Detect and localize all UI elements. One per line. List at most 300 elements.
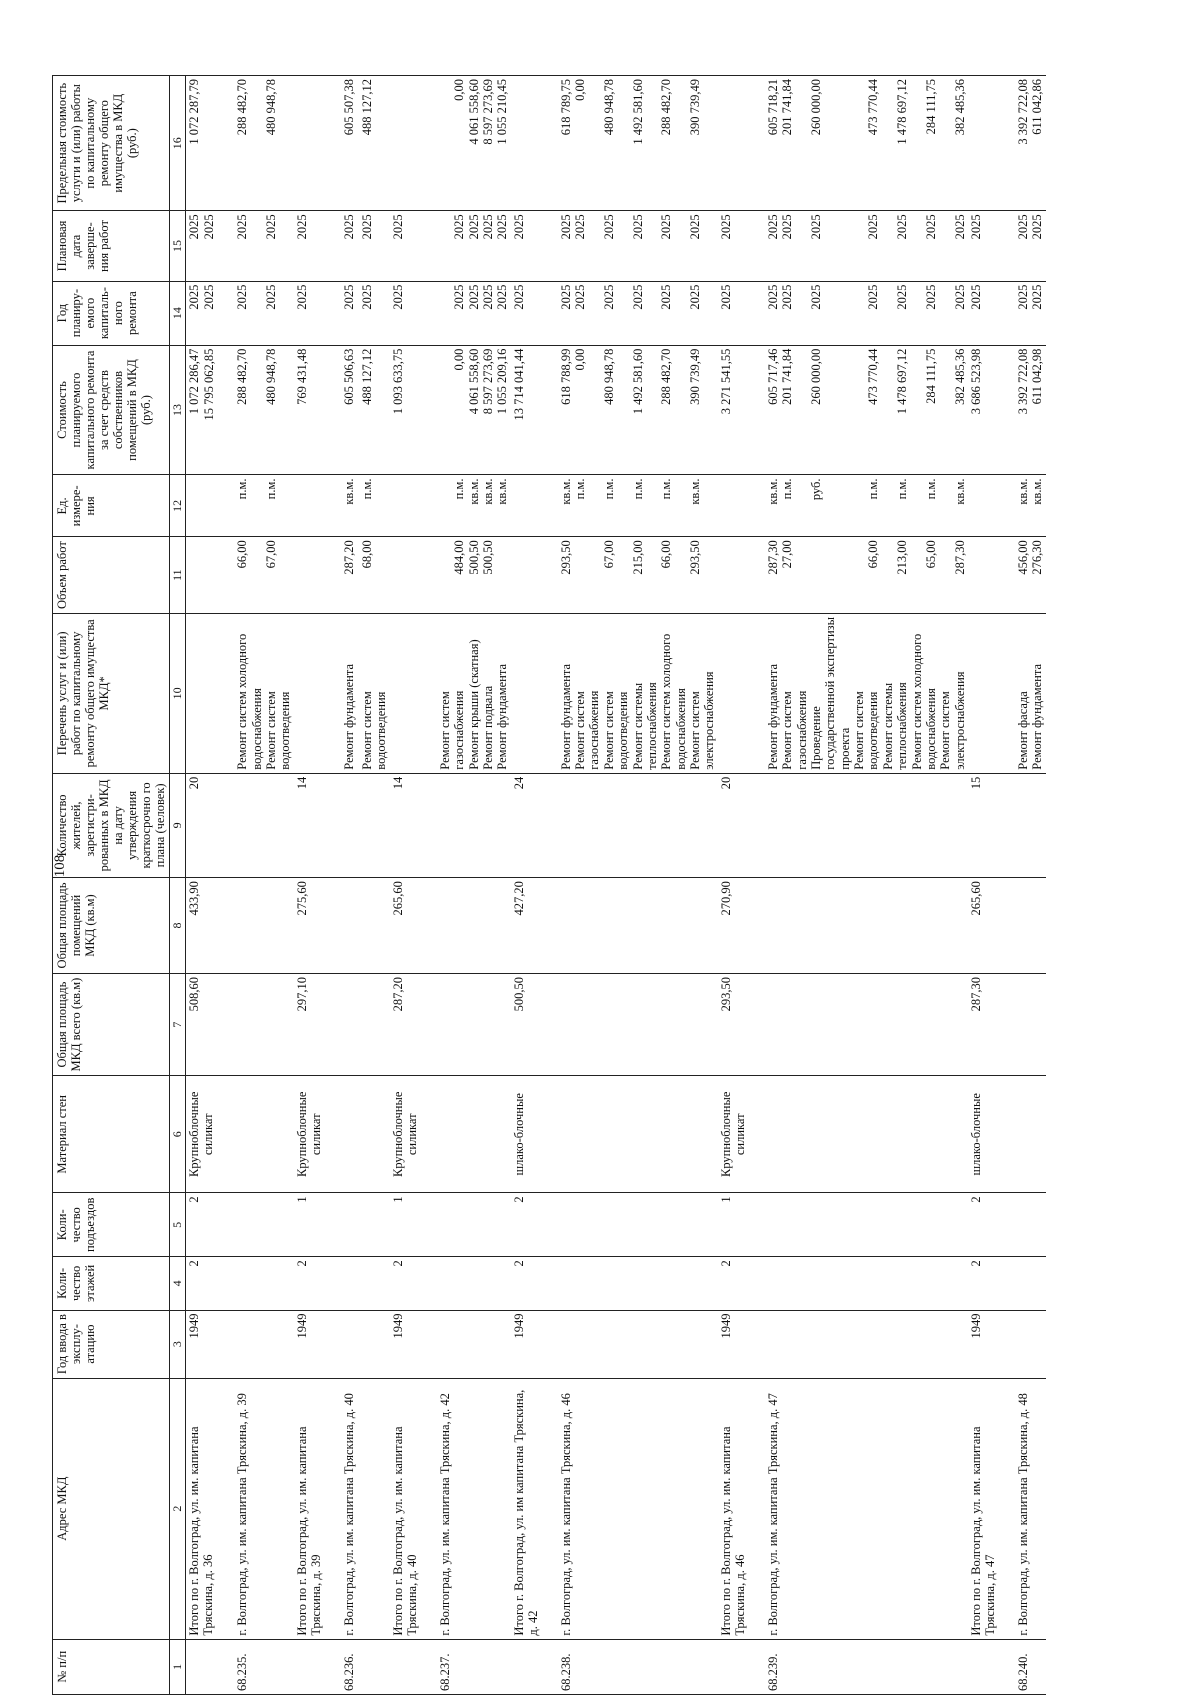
col-header: Коли-чество этажей [53, 1257, 170, 1310]
finish: 2025 [1030, 214, 1045, 240]
building-row [764, 76, 968, 1695]
cost: 4 061 558,60 [466, 348, 481, 415]
plan-year: 2025 [968, 281, 998, 345]
limit: 382 485,36 [952, 79, 967, 136]
area-rooms: 275,60 [294, 878, 324, 974]
total-cost: 769 431,48 [294, 345, 324, 475]
work-list [1014, 613, 1046, 773]
floors: 2 [968, 1257, 998, 1310]
capital-repair-table [52, 75, 1046, 1695]
plan-year: 2025 [558, 284, 573, 310]
finish: 2025 [452, 214, 467, 240]
volume-list [340, 537, 390, 614]
unit: п.м. [866, 478, 881, 500]
volume: 65,00 [923, 540, 938, 569]
limit: 1 478 697,12 [895, 79, 910, 145]
row-number: 68.240. [1014, 1639, 1046, 1694]
column-number-row [170, 76, 186, 1695]
plan-year [186, 281, 217, 345]
volume: 213,00 [895, 540, 910, 575]
building-address: г. Волгоград, ул. им. капитана Тряскина, д. 40 [340, 1378, 390, 1639]
plan-year: 2025 [1016, 284, 1031, 310]
row-number: 68.236. [340, 1639, 390, 1694]
volume: 66,00 [659, 540, 674, 569]
cost-list [557, 345, 718, 475]
cost-list [1014, 345, 1046, 475]
entrances: 1 [294, 1193, 324, 1257]
cost: 288 482,70 [659, 348, 674, 405]
plan-year: 2025 [511, 281, 541, 345]
finish: 2025 [341, 214, 356, 240]
limit-list [764, 76, 968, 211]
building-address: г. Волгоград, ул. им. капитана Тряскина, д. 46 [557, 1378, 718, 1639]
plan-year: 2025 [294, 281, 324, 345]
work-list [436, 613, 511, 773]
unit: п.м. [923, 478, 938, 500]
cost: 284 111,75 [923, 348, 938, 404]
area-total: 293,50 [718, 973, 748, 1075]
work-item: Ремонт фундамента [765, 663, 780, 770]
floors: 2 [718, 1257, 748, 1310]
building-row [233, 76, 294, 1695]
unit: кв.м. [495, 478, 510, 505]
cost: 1 055 209,16 [495, 348, 510, 415]
finish-list [1014, 211, 1046, 281]
plan-year: 2025 [495, 284, 510, 310]
col-number: 1 [170, 1639, 186, 1694]
work-item: Ремонт систем газоснабжения [780, 690, 809, 770]
building-address: г. Волгоград, ул. им. капитана Тряскина, д. 47 [764, 1378, 968, 1639]
unit: п.м. [573, 478, 588, 500]
building-address: г. Волгоград, ул. им. капитана Тряскина, д. 48 [1014, 1378, 1046, 1639]
col-number: 14 [170, 281, 186, 345]
plan-year: 2025 [952, 284, 967, 310]
total-row [186, 76, 217, 1695]
limit: 201 741,84 [780, 79, 795, 136]
col-header: Адрес МКД [53, 1378, 170, 1639]
limit: 260 000,00 [808, 79, 823, 136]
total-row [511, 76, 541, 1695]
finish: 2025 [808, 214, 823, 240]
work-item: Ремонт подвала [480, 685, 495, 770]
volume-list [1014, 537, 1046, 614]
plan-year-list [557, 281, 718, 345]
finish: 2025 [866, 214, 881, 240]
building-row [340, 76, 390, 1695]
row-number: 68.238. [557, 1639, 718, 1694]
plan-year-list [340, 281, 390, 345]
volume-list [557, 537, 718, 614]
area-total: 297,10 [294, 973, 324, 1075]
area-total: 287,20 [390, 973, 420, 1075]
col-header: Плановая дата заверше-ния работ [53, 211, 170, 281]
plan-year: 2025 [573, 284, 588, 310]
plan-year: 2025 [808, 284, 823, 310]
area-total: 287,30 [968, 973, 998, 1075]
unit: п.м. [895, 478, 910, 500]
work-item: Ремонт систем водоотведения [601, 691, 631, 770]
finish-date: 2025 [294, 211, 324, 281]
finish: 2025 [360, 214, 375, 240]
volume-list [436, 537, 511, 614]
limit: 288 482,70 [659, 79, 674, 136]
limit: 0,00 [573, 79, 588, 101]
unit: кв.м. [558, 478, 573, 505]
finish: 2025 [659, 214, 674, 240]
limit-cost [718, 76, 748, 211]
cost: 201 741,84 [780, 348, 795, 405]
cost: 382 485,36 [952, 348, 967, 405]
finish: 2025 [573, 214, 588, 240]
plan-year: 2025 [235, 284, 250, 310]
limit: 1 055 210,45 [495, 79, 510, 145]
work-item: Ремонт систем водоотведения [263, 691, 293, 770]
plan-year-value: 2025 [201, 284, 216, 310]
limit: 3 392 722,08 [1016, 79, 1031, 145]
cost: 260 000,00 [808, 348, 823, 405]
plan-year: 2025 [659, 284, 674, 310]
volume: 27,00 [780, 540, 795, 569]
finish: 2025 [895, 214, 910, 240]
total-cost: 3 271 541,55 [718, 345, 748, 475]
residents: 15 [968, 773, 998, 877]
plan-year: 2025 [601, 284, 616, 310]
wall-material: Крупноблочные силикат [390, 1076, 420, 1193]
cost-list [436, 345, 511, 475]
limit-cost [511, 76, 541, 211]
finish-list [233, 211, 294, 281]
row-number: 68.237. [436, 1639, 511, 1694]
finish: 2025 [630, 214, 645, 240]
finish: 2025 [765, 214, 780, 240]
wall-material: Крупноблочные силикат [186, 1076, 217, 1193]
total-label: Итого г. Волгоград, ул. им капитана Тряскина, д. 42 [511, 1378, 541, 1639]
unit-list [340, 475, 390, 537]
plan-year: 2025 [1030, 284, 1045, 310]
col-number: 12 [170, 475, 186, 537]
total-label: Итого по г. Волгоград, ул. им. капитана Тряскина, д. 47 [968, 1378, 998, 1639]
cost: 1 478 697,12 [895, 348, 910, 415]
year-built: 1949 [511, 1310, 541, 1378]
cost: 8 597 273,69 [480, 348, 495, 415]
total-cost: 3 686 523,98 [968, 345, 998, 475]
residents: 14 [294, 773, 324, 877]
page-number: 108 [52, 854, 68, 878]
limit-cost [390, 76, 420, 211]
work-item: Ремонт фундамента [341, 663, 356, 770]
total-cost: 13 714 041,44 [511, 345, 541, 475]
col-number: 5 [170, 1193, 186, 1257]
limit: 618 789,75 [558, 79, 573, 136]
volume: 456,00 [1016, 540, 1031, 575]
work-item: Ремонт фундамента [558, 663, 573, 770]
limit: 611 042,86 [1030, 79, 1045, 135]
floors: 2 [294, 1257, 324, 1310]
finish-value: 2025 [201, 214, 216, 240]
unit: кв.м. [1030, 478, 1045, 505]
finish-list [557, 211, 718, 281]
work-item: Ремонт систем газоснабжения [573, 690, 602, 770]
volume: 66,00 [235, 540, 250, 569]
col-header: Стоимость планируемого капитального ремонта за счет средств собственников помещений в МКД (руб.) [53, 345, 170, 475]
plan-year: 2025 [466, 284, 481, 310]
limit-cost [294, 76, 324, 211]
cost-value: 15 795 062,85 [201, 348, 216, 421]
plan-year-list [233, 281, 294, 345]
plan-year: 2025 [480, 284, 495, 310]
col-header: Коли-чество подъездов [53, 1193, 170, 1257]
col-header: Перечень услуг и (или) работ по капитальному ремонту общего имущества МКД* [53, 613, 170, 773]
residents: 14 [390, 773, 420, 877]
plan-year-value: 2025 [187, 284, 202, 310]
finish: 2025 [235, 214, 250, 240]
row-number: 68.235. [233, 1639, 294, 1694]
unit: п.м. [630, 478, 645, 500]
limit: 473 770,44 [866, 79, 881, 136]
plan-year: 2025 [895, 284, 910, 310]
floors: 2 [511, 1257, 541, 1310]
work-item: Ремонт систем холодного водоснабжения [659, 633, 688, 770]
volume: 287,30 [952, 540, 967, 575]
unit: кв.м. [688, 478, 703, 505]
work-item: Ремонт систем электроснабжения [688, 671, 717, 770]
cost: 288 482,70 [235, 348, 250, 405]
unit: п.м. [360, 478, 375, 500]
col-header: Год планиру-емого капиталь-ного ремонта [53, 281, 170, 345]
plan-year: 2025 [923, 284, 938, 310]
year-built: 1949 [294, 1310, 324, 1378]
col-number: 10 [170, 613, 186, 773]
plan-year: 2025 [390, 281, 420, 345]
plan-year: 2025 [452, 284, 467, 310]
work-item: Ремонт систем электроснабжения [938, 671, 967, 770]
area-rooms: 265,60 [968, 878, 998, 974]
total-label: Итого по г. Волгоград, ул. им. капитана Тряскина, д. 40 [390, 1378, 420, 1639]
total-cost [186, 345, 217, 475]
building-address: г. Волгоград, ул. им. капитана Тряскина, д. 42 [436, 1378, 511, 1639]
wall-material: Крупноблочные силикат [294, 1076, 324, 1193]
plan-year: 2025 [688, 284, 703, 310]
col-header: Материал стен [53, 1076, 170, 1193]
plan-year: 2025 [866, 284, 881, 310]
limit: 605 718,21 [765, 79, 780, 136]
limit: 488 127,12 [360, 79, 375, 136]
volume: 67,00 [263, 540, 278, 569]
total-label: Итого по г. Волгоград, ул. им. капитана Тряскина, д. 36 [186, 1378, 217, 1639]
total-label: Итого по г. Волгоград, ул. им. капитана Тряскина, д. 39 [294, 1378, 324, 1639]
plan-year-list [764, 281, 968, 345]
col-number: 16 [170, 76, 186, 211]
volume: 293,50 [558, 540, 573, 575]
unit: кв.м. [466, 478, 481, 505]
volume: 276,30 [1030, 540, 1045, 575]
col-header: Общая площадь помещений МКД (кв.м) [53, 878, 170, 974]
unit-list [557, 475, 718, 537]
col-header: Количество жителей, зарегистри-рованных в МКД на дату утверждения краткосрочно го плана (человек) [53, 773, 170, 877]
work-list [764, 613, 968, 773]
limit: 480 948,78 [263, 79, 278, 136]
finish: 2025 [466, 214, 481, 240]
plan-year: 2025 [718, 281, 748, 345]
cost: 480 948,78 [263, 348, 278, 405]
work-item: Ремонт систем водоотведения [852, 691, 881, 770]
year-built: 1949 [186, 1310, 217, 1378]
limit: 0,00 [452, 79, 467, 101]
limit: 480 948,78 [601, 79, 616, 136]
unit-list [233, 475, 294, 537]
unit: кв.м. [1016, 478, 1031, 505]
unit: п.м. [452, 478, 467, 500]
unit: кв.м. [952, 478, 967, 505]
unit: п.м. [263, 478, 278, 500]
limit-list [1014, 76, 1046, 211]
cost: 473 770,44 [866, 348, 881, 405]
finish-date: 2025 [390, 211, 420, 281]
total-cost: 1 093 633,75 [390, 345, 420, 475]
plan-year: 2025 [765, 284, 780, 310]
area-rooms: 265,60 [390, 878, 420, 974]
volume: 293,50 [688, 540, 703, 575]
unit: п.м. [235, 478, 250, 500]
finish: 2025 [1016, 214, 1031, 240]
finish: 2025 [480, 214, 495, 240]
cost: 618 788,99 [558, 348, 573, 405]
volume: 215,00 [630, 540, 645, 575]
entrances: 1 [390, 1193, 420, 1257]
work-list [233, 613, 294, 773]
row-number: 68.239. [764, 1639, 968, 1694]
finish: 2025 [952, 214, 967, 240]
unit: руб. [808, 478, 823, 501]
cost: 1 492 581,60 [630, 348, 645, 415]
work-item: Проведение государственной экспертизы проекта [808, 617, 852, 770]
finish: 2025 [495, 214, 510, 240]
work-list [557, 613, 718, 773]
total-row [718, 76, 748, 1695]
unit-list [436, 475, 511, 537]
total-row [294, 76, 324, 1695]
area-total: 500,50 [511, 973, 541, 1075]
finish-list [340, 211, 390, 281]
residents: 24 [511, 773, 541, 877]
building-address: г. Волгоград, ул. им. капитана Тряскина, д. 39 [233, 1378, 294, 1639]
year-built: 1949 [390, 1310, 420, 1378]
finish: 2025 [688, 214, 703, 240]
col-header: Предельная стоимость услуги и (или) работы по капитальному ремонту общего имущества в МКД (руб.) [53, 76, 170, 211]
volume: 484,00 [452, 540, 467, 575]
limit: 8 597 273,69 [480, 79, 495, 145]
total-label: Итого по г. Волгоград, ул. им. капитана Тряскина, д. 46 [718, 1378, 748, 1639]
cost: 0,00 [452, 348, 467, 371]
volume-list [233, 537, 294, 614]
area-rooms: 427,20 [511, 878, 541, 974]
residents: 20 [718, 773, 748, 877]
col-header: Ед. измере-ния [53, 475, 170, 537]
col-header: Объем работ [53, 537, 170, 614]
finish: 2025 [923, 214, 938, 240]
col-header: Общая площадь МКД всего (кв.м) [53, 973, 170, 1075]
entrances: 2 [186, 1193, 217, 1257]
work-item: Ремонт крыши (скатная) [466, 639, 481, 770]
unit-list [764, 475, 968, 537]
work-list [340, 613, 390, 773]
entrances: 1 [718, 1193, 748, 1257]
limit: 288 482,70 [235, 79, 250, 136]
limit: 605 507,38 [341, 79, 356, 136]
limit-list [557, 76, 718, 211]
plan-year: 2025 [630, 284, 645, 310]
finish-date: 2025 [968, 211, 998, 281]
work-item: Ремонт фундамента [1030, 663, 1045, 770]
floors: 2 [390, 1257, 420, 1310]
plan-year-list [1014, 281, 1046, 345]
limit-cost [968, 76, 998, 211]
col-number: 9 [170, 773, 186, 877]
col-number: 13 [170, 345, 186, 475]
finish: 2025 [558, 214, 573, 240]
cost: 480 948,78 [601, 348, 616, 405]
volume: 68,00 [360, 540, 375, 569]
limit-list [340, 76, 390, 211]
total-row [968, 76, 998, 1695]
col-number: 15 [170, 211, 186, 281]
plan-year: 2025 [780, 284, 795, 310]
cost: 390 739,49 [688, 348, 703, 405]
col-number: 11 [170, 537, 186, 614]
finish: 2025 [780, 214, 795, 240]
col-number: 7 [170, 973, 186, 1075]
wall-material: Крупноблочные силикат [718, 1076, 748, 1193]
finish-list [764, 211, 968, 281]
cost: 605 506,63 [341, 348, 356, 405]
volume: 67,00 [601, 540, 616, 569]
col-number: 4 [170, 1257, 186, 1310]
entrances: 2 [511, 1193, 541, 1257]
col-number: 8 [170, 878, 186, 974]
unit: п.м. [601, 478, 616, 500]
plan-year: 2025 [360, 284, 375, 310]
cost: 611 042,98 [1030, 348, 1045, 405]
finish-date [186, 211, 217, 281]
plan-year: 2025 [263, 284, 278, 310]
limit-cost: 1 072 287,79 [186, 76, 217, 211]
work-item: Ремонт систем газоснабжения [437, 690, 467, 770]
work-item: Ремонт системы теплоснабжения [630, 682, 659, 770]
volume: 287,30 [765, 540, 780, 575]
area-rooms: 270,90 [718, 878, 748, 974]
cost: 605 717,46 [765, 348, 780, 405]
wall-material: шлако-блочные [511, 1076, 541, 1193]
work-item: Ремонт фасада [1016, 691, 1031, 770]
finish-list [436, 211, 511, 281]
plan-year: 2025 [341, 284, 356, 310]
wall-material: шлако-блочные [968, 1076, 998, 1193]
volume-list [764, 537, 968, 614]
total-row [390, 76, 420, 1695]
cost: 488 127,12 [360, 348, 375, 405]
floors: 2 [186, 1257, 217, 1310]
limit: 390 739,49 [688, 79, 703, 136]
building-row [436, 76, 511, 1695]
cost-list [340, 345, 390, 475]
work-item: Ремонт систем холодного водоснабжения [909, 633, 938, 770]
building-row [1014, 76, 1046, 1695]
cost: 3 392 722,08 [1016, 348, 1031, 415]
unit: п.м. [659, 478, 674, 500]
finish: 2025 [263, 214, 278, 240]
work-item: Ремонт фундамента [495, 663, 510, 770]
area-rooms: 433,90 [186, 878, 217, 974]
